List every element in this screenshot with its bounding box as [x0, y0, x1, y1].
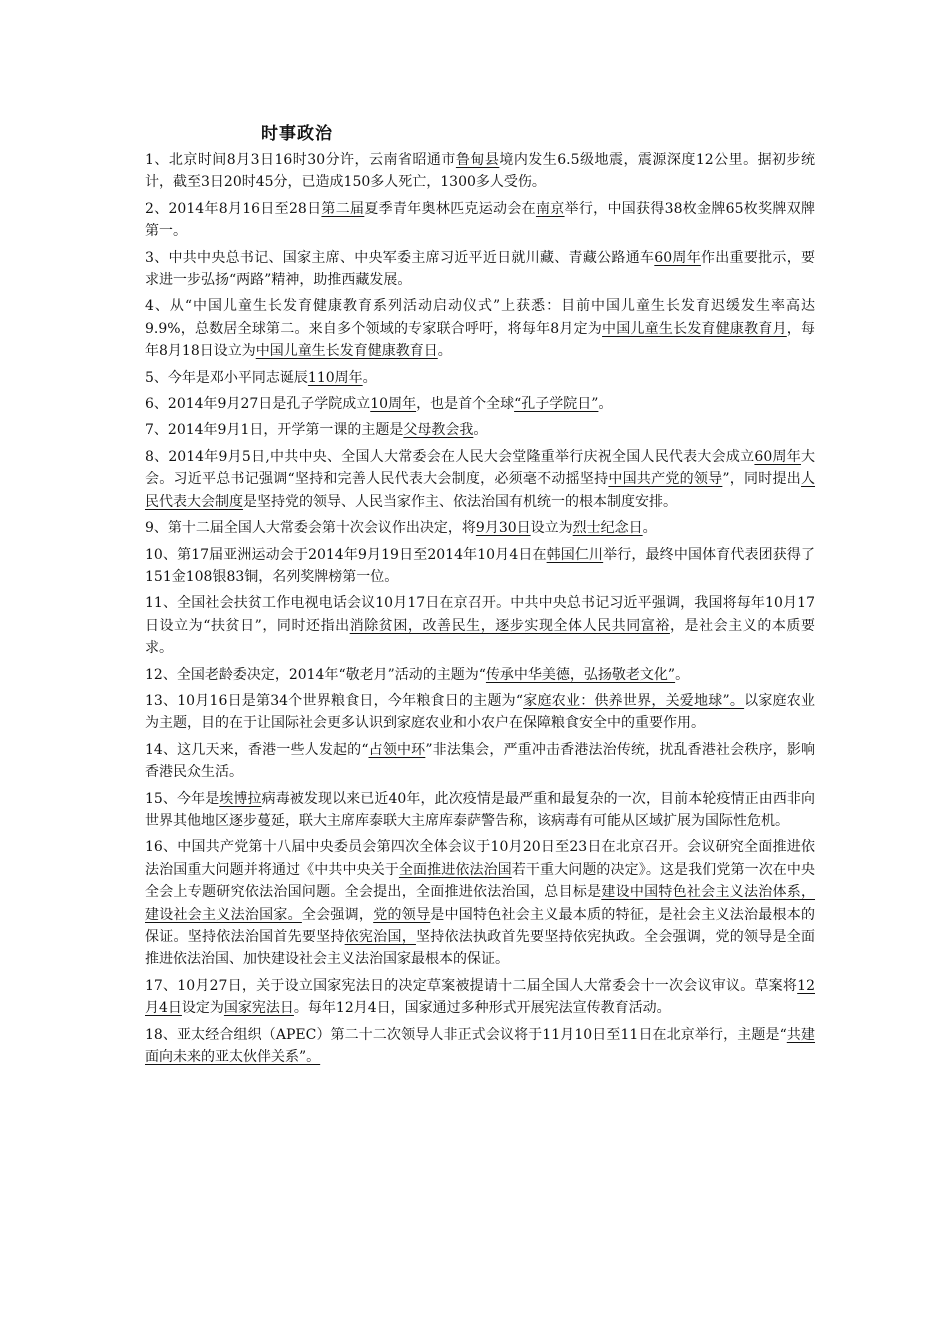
underlined-keyword: 占领中环: [368, 741, 426, 758]
underlined-keyword: 烈士纪念日: [572, 520, 643, 537]
news-item-18: [145, 1024, 815, 1069]
underlined-keyword: 南京: [535, 200, 565, 217]
item-text: 大会。习近平总书记强调“坚持和完善人民代表大会制度，必须毫不动摇坚持: [145, 448, 815, 488]
page-title: 时事政治: [261, 124, 333, 144]
news-item-9: [145, 517, 815, 539]
underlined-keyword: 12月4日: [145, 977, 815, 1017]
item-text: 。: [675, 666, 690, 683]
news-item-2: [145, 198, 815, 243]
item-text: 是坚持党的领导、人民当家作主、依法治国有机统一的根本制度安排。: [243, 493, 677, 510]
underlined-keyword: 中国共产党的领导: [608, 471, 723, 488]
underlined-keyword: 110周年: [307, 369, 363, 386]
underlined-keyword: “孔子学院日”: [514, 396, 599, 413]
item-text: 15、今年是: [145, 790, 220, 807]
news-item-5: [145, 367, 815, 389]
underlined-keyword: 家庭农业：供养世界，关爱地球”。: [523, 692, 745, 709]
item-text: 设立为: [530, 520, 573, 537]
item-text: 12、全国老龄委决定，2014年“敬老月”活动的主题为“: [145, 666, 486, 683]
underlined-keyword: 传承中华美德，弘扬敬老文化”: [485, 666, 676, 683]
item-text: 7、2014年9月1日，开学第一课的主题是: [145, 422, 404, 439]
item-text: 全会强调，: [301, 906, 374, 923]
item-text: 。每年12月4日，国家通过多种形式开展宪法宣传教育活动。: [293, 1000, 671, 1017]
item-text: 18、亚太经合组织（APEC）第二十二次领导人非正式会议将于11月10日至11日在北京举行，主题是“: [145, 1026, 787, 1043]
underlined-keyword: 建设中国特色社会主义法治体系，建设社会主义法治国家。: [145, 884, 816, 923]
underlined-keyword: 依宪治国，: [344, 929, 416, 945]
item-text: 17、10月27日，关于设立国家宪法日的决定草案被提请十二届全国人大常委会十一次会议审议。草案将: [145, 977, 798, 994]
item-text: 。: [362, 369, 377, 386]
item-text: 5、今年是邓小平同志诞辰: [145, 369, 308, 386]
underlined-keyword: 埃博拉: [219, 790, 262, 807]
news-item-6: [145, 393, 815, 415]
underlined-keyword: 鲁甸县: [455, 152, 500, 168]
underlined-keyword: 第二届: [321, 200, 365, 217]
item-text: 设定为: [181, 1000, 224, 1017]
underlined-keyword: 全面推进依法治国: [398, 861, 512, 878]
item-text: 1、北京时间8月3日16时30分许，云南省昭通市: [145, 152, 456, 168]
item-text: ”，同时提出: [722, 471, 802, 488]
news-item-15: [145, 788, 815, 833]
underlined-keyword: 国家宪法日: [223, 1000, 294, 1017]
item-text: 6、2014年9月27日是孔子学院成立: [145, 396, 371, 413]
item-text: 夏季青年奥林匹克运动会在: [364, 200, 536, 217]
news-item-16: [145, 836, 815, 970]
news-item-12: [145, 664, 815, 686]
item-text: 13、10月16日是第34个世界粮食日，今年粮食日的主题为“: [145, 692, 524, 709]
item-text: 9、第十二届全国人大常委会第十次会议作出决定，将: [145, 520, 476, 537]
item-text: 是中国特色社会主义最本质的特征，是社会主义法治最根本的保证。坚持依法治国首先要坚持: [145, 906, 816, 945]
item-text: 。: [473, 422, 488, 439]
underlined-keyword: 中国儿童生长发育健康教育日: [255, 343, 438, 360]
item-text: 3、中共中央总书记、国家主席、中央军委主席习近平近日就川藏、青藏公路通车: [145, 249, 655, 266]
news-item-1: [145, 149, 815, 194]
item-text: 病毒被发现以来已近40年，此次疫情是最严重和最复杂的一次，目前本轮疫情正由西非向世界其他地区逐步蔓延，联大主席库泰联大主席库泰萨警告称，该病毒有可能从区域扩展为国际性危机。: [145, 790, 816, 829]
item-text: 。: [642, 520, 657, 537]
item-text: 。: [598, 396, 613, 413]
underlined-keyword: 9月30日: [475, 520, 531, 537]
underlined-keyword: 韩国仁川: [546, 546, 604, 563]
item-text: 2、2014年8月16日至28日: [145, 200, 322, 217]
item-text: 境内发生6.5级地震，震源深度12公里。据初步统计，截至3日20时45分，已造成150多人死亡，1300多人受伤。: [145, 152, 816, 191]
underlined-keyword: 人民代表大会制度: [145, 471, 816, 510]
item-text: ”非法集会，严重冲击香港法治传统，扰乱香港社会秩序，影响香港民众生活。: [145, 741, 815, 781]
underlined-keyword: 父母教会我: [403, 422, 474, 439]
item-text: 作出重要批示，要求进一步弘扬“两路”精神，助推西藏发展。: [145, 249, 816, 289]
item-text: 。: [437, 343, 452, 360]
news-item-14: [145, 739, 815, 784]
news-item-list: [145, 149, 815, 1068]
underlined-keyword: 共建面向未来的亚太伙伴关系”。: [145, 1026, 816, 1066]
item-text: 11、全国社会扶贫工作电视电话会议10月17日在京召开。中共中央总书记习近平强调，我国将每年10月17日设立为“扶贫日”，同时还指出: [145, 595, 815, 634]
item-text: ，每年8月18日设立为: [145, 320, 815, 360]
news-item-11: [145, 592, 815, 659]
item-text: 坚持依法执政首先要坚持依宪执政。全会强调，党的领导是全面推进依法治国、加快建设社会主义法治国家最根本的保证。: [145, 929, 816, 968]
underlined-keyword: 60周年: [654, 249, 701, 266]
news-item-10: [145, 544, 815, 589]
underlined-keyword: 10周年: [370, 396, 417, 413]
item-text: 以家庭农业为主题，目的在于让国际社会更多认识到家庭农业和小农户在保障粮食安全中的重要作用。: [145, 692, 815, 732]
news-item-8: [145, 446, 815, 513]
item-text: 8、2014年9月5日,中共中央、全国人大常委会在人民大会堂隆重举行庆祝全国人民代表大会成立: [145, 448, 755, 465]
underlined-keyword: 消除贫困，改善民生，逐步实现全体人民共同富裕: [349, 617, 670, 634]
item-text: 举行，中国获得38枚金牌65枚奖牌双牌第一。: [145, 200, 816, 240]
underlined-keyword: 党的领导: [373, 906, 431, 923]
item-text: 10、第17届亚洲运动会于2014年9月19日至2014年10月4日在: [145, 546, 547, 563]
underlined-keyword: 中国儿童生长发育健康教育月: [602, 320, 787, 337]
item-text: 举行，最终中国体育代表团获得了151金108银83铜，名列奖牌榜第一位。: [145, 546, 815, 585]
news-item-4: [145, 295, 815, 362]
news-item-17: [145, 975, 815, 1020]
news-item-7: [145, 419, 815, 441]
item-text: ，也是首个全球: [416, 396, 515, 413]
item-text: 16、中国共产党第十八届中央委员会第四次全体会议于10月20日至23日在北京召开。会议研究全面推进依法治国重大问题并将通过《中共中央关于: [145, 839, 815, 878]
news-item-13: [145, 690, 815, 735]
item-text: 4、从“中国儿童生长发育健康教育系列活动启动仪式”上获悉：目前中国儿童生长发育迟缓发生率高达9.9%，总数居全球第二。来自多个领域的专家联合呼吁，将每年8月定为: [145, 298, 815, 337]
underlined-keyword: 60周年: [754, 448, 801, 465]
item-text: 若干重大问题的决定》。这是我们党第一次在中央全会上专题研究依法治国问题。全会提出，全面推进依法治国，总目标是: [145, 861, 816, 901]
item-text: ，是社会主义的本质要求。: [145, 617, 815, 657]
item-text: 14、这几天来，香港一些人发起的“: [145, 741, 369, 758]
news-item-3: [145, 247, 815, 292]
